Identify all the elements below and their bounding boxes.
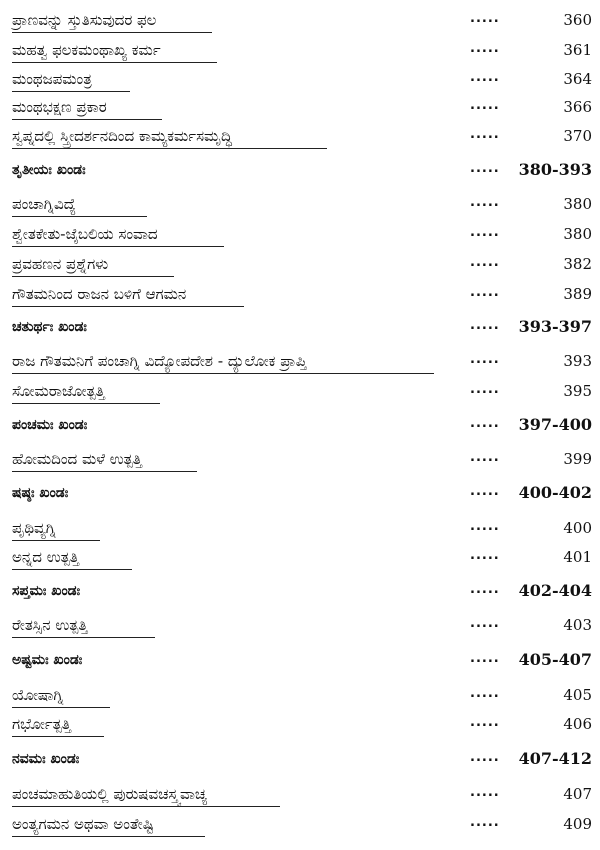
section-page-range: 393-397 [518, 317, 592, 336]
entry-page-number: 405 [563, 686, 592, 704]
leader-dots: ..... [470, 41, 500, 56]
entry-title: ಪೃಥಿವ್ಯಗ್ನಿ [12, 519, 56, 537]
title-underline [12, 216, 147, 217]
leader-dots: ..... [470, 382, 500, 397]
toc-entry-row [0, 252, 600, 276]
title-underline [12, 276, 174, 277]
entry-page-number: 361 [563, 41, 592, 59]
entry-page-number: 360 [563, 11, 592, 29]
entry-title: ಗೌತಮನಿಂದ ರಾಜನ ಬಳಿಗೆ ಆಗಮನ [12, 285, 187, 303]
leader-dots: ..... [470, 450, 500, 465]
leader-dots: ..... [470, 785, 500, 800]
entry-page-number: 380 [563, 195, 592, 213]
toc-section-row [0, 579, 600, 603]
entry-title: ಯೋಷಾಗ್ನಿ [12, 686, 64, 704]
section-heading: ಷಷ್ಠಃ ಖಂಡಃ [12, 485, 69, 501]
title-underline [12, 806, 280, 807]
title-underline [12, 306, 244, 307]
section-heading: ತೃತೀಯಃ ಖಂಡಃ [12, 162, 86, 178]
toc-entry-row [0, 379, 600, 403]
entry-page-number: 406 [563, 715, 592, 733]
entry-page-number: 364 [563, 70, 592, 88]
toc-entry-row [0, 683, 600, 707]
toc-entry-row [0, 192, 600, 216]
title-underline [12, 569, 132, 570]
entry-title: ಅನ್ನದ ಉತ್ಪತ್ತಿ [12, 548, 79, 566]
section-heading: ಚತುರ್ಥಃ ಖಂಡಃ [12, 319, 87, 335]
entry-title: ಮಹತ್ವ ಫಲಕಮಂಥಾಖ್ಯ ಕರ್ಮ [12, 41, 161, 59]
entry-title: ರೇತಸ್ಸಿನ ಉತ್ಪತ್ತಿ [12, 616, 88, 634]
entry-page-number: 400 [563, 519, 592, 537]
title-underline [12, 403, 160, 404]
entry-page-number: 401 [563, 548, 592, 566]
section-heading: ನವಮಃ ಖಂಡಃ [12, 751, 80, 767]
leader-dots: ..... [470, 416, 500, 431]
section-heading: ಅಷ್ಟಮಃ ಖಂಡಃ [12, 652, 83, 668]
entry-page-number: 382 [563, 255, 592, 273]
leader-dots: ..... [470, 255, 500, 270]
leader-dots: ..... [470, 519, 500, 534]
leader-dots: ..... [470, 70, 500, 85]
toc-entry-row [0, 782, 600, 806]
entry-page-number: 395 [563, 382, 592, 400]
leader-dots: ..... [470, 815, 500, 830]
entry-title: ಮಂಥಭಕ್ಷಣ ಪ್ರಕಾರ [12, 98, 107, 116]
leader-dots: ..... [470, 686, 500, 701]
title-underline [12, 246, 224, 247]
leader-dots: ..... [470, 318, 500, 333]
entry-page-number: 380 [563, 225, 592, 243]
entry-title: ಪ್ರಾಣವನ್ನು ಸ್ತುತಿಸುವುದರ ಫಲ [12, 11, 157, 29]
toc-section-row [0, 747, 600, 771]
toc-entry-row [0, 38, 600, 62]
title-underline [12, 91, 130, 92]
entry-title: ಅಂತ್ಯಗಮನ ಅಥವಾ ಅಂತೇಷ್ಟಿ [12, 815, 154, 833]
leader-dots: ..... [470, 195, 500, 210]
entry-title: ಸೋಮರಾಜೋತ್ಪತ್ತಿ [12, 382, 105, 400]
title-underline [12, 540, 100, 541]
leader-dots: ..... [470, 285, 500, 300]
entry-page-number: 366 [563, 98, 592, 116]
section-page-range: 407-412 [518, 749, 592, 768]
leader-dots: ..... [470, 225, 500, 240]
entry-title: ಸ್ವಪ್ನದಲ್ಲಿ ಸ್ತ್ರೀದರ್ಶನದಿಂದ ಕಾಮ್ಯಕರ್ಮಸಮೃದ್ಧಿ [12, 127, 232, 145]
toc-entry-row [0, 447, 600, 471]
entry-title: ಶ್ವೇತಕೇತು-ಜೈಬಲಿಯ ಸಂವಾದ [12, 225, 158, 243]
entry-title: ಗರ್ಭೋತ್ಪತ್ತಿ [12, 715, 71, 733]
toc-entry-row [0, 222, 600, 246]
toc-section-row [0, 481, 600, 505]
entry-title: ಮಂಥಜಪಮಂತ್ರ [12, 70, 92, 88]
section-page-range: 397-400 [518, 415, 592, 434]
leader-dots: ..... [470, 127, 500, 142]
leader-dots: ..... [470, 98, 500, 113]
entry-page-number: 409 [563, 815, 592, 833]
title-underline [12, 148, 327, 149]
toc-entry-row [0, 349, 600, 373]
title-underline [12, 736, 104, 737]
toc-section-row [0, 648, 600, 672]
title-underline [12, 471, 197, 472]
section-heading: ಸಪ್ತಮಃ ಖಂಡಃ [12, 583, 81, 599]
section-heading: ಪಂಚಮಃ ಖಂಡಃ [12, 417, 88, 433]
entry-page-number: 407 [563, 785, 592, 803]
toc-entry-row [0, 67, 600, 91]
entry-page-number: 403 [563, 616, 592, 634]
leader-dots: ..... [470, 651, 500, 666]
entry-title: ಹೋಮದಿಂದ ಮಳೆ ಉತ್ಪತ್ತಿ [12, 450, 142, 468]
entry-title: ಪಂಚಮಾಹುತಿಯಲ್ಲಿ ಪುರುಷವಚಸ್ತ್ವವಾಚ್ಯ [12, 785, 208, 803]
leader-dots: ..... [470, 616, 500, 631]
leader-dots: ..... [470, 352, 500, 367]
leader-dots: ..... [470, 750, 500, 765]
toc-entry-row [0, 613, 600, 637]
section-page-range: 400-402 [518, 483, 592, 502]
title-underline [12, 637, 155, 638]
toc-entry-row [0, 516, 600, 540]
section-page-range: 380-393 [518, 160, 592, 179]
entry-title: ಪಂಚಾಗ್ನಿವಿದ್ಯೆ [12, 195, 77, 213]
toc-entry-row [0, 712, 600, 736]
toc-section-row [0, 315, 600, 339]
toc-section-row [0, 413, 600, 437]
leader-dots: ..... [470, 484, 500, 499]
title-underline [12, 32, 212, 33]
title-underline [12, 707, 110, 708]
entry-title: ರಾಜ ಗೌತಮನಿಗೆ ಪಂಚಾಗ್ನಿ ವಿದ್ಯೋಪದೇಶ - ದ್ಯುಲೋಕ ಪ್ರಾಪ್ತಿ [12, 352, 307, 370]
toc-entry-row [0, 812, 600, 836]
entry-page-number: 389 [563, 285, 592, 303]
entry-title: ಪ್ರವಹಣನ ಪ್ರಶ್ನೆಗಳು [12, 255, 109, 273]
entry-page-number: 393 [563, 352, 592, 370]
toc-entry-row [0, 124, 600, 148]
title-underline [12, 836, 205, 837]
toc-entry-row [0, 282, 600, 306]
leader-dots: ..... [470, 11, 500, 26]
section-page-range: 402-404 [518, 581, 592, 600]
leader-dots: ..... [470, 548, 500, 563]
leader-dots: ..... [470, 582, 500, 597]
toc-entry-row [0, 95, 600, 119]
leader-dots: ..... [470, 161, 500, 176]
toc-section-row [0, 158, 600, 182]
entry-page-number: 370 [563, 127, 592, 145]
leader-dots: ..... [470, 715, 500, 730]
title-underline [12, 119, 162, 120]
section-page-range: 405-407 [518, 650, 592, 669]
entry-page-number: 399 [563, 450, 592, 468]
title-underline [12, 373, 434, 374]
toc-entry-row [0, 545, 600, 569]
title-underline [12, 62, 217, 63]
toc-entry-row [0, 8, 600, 32]
